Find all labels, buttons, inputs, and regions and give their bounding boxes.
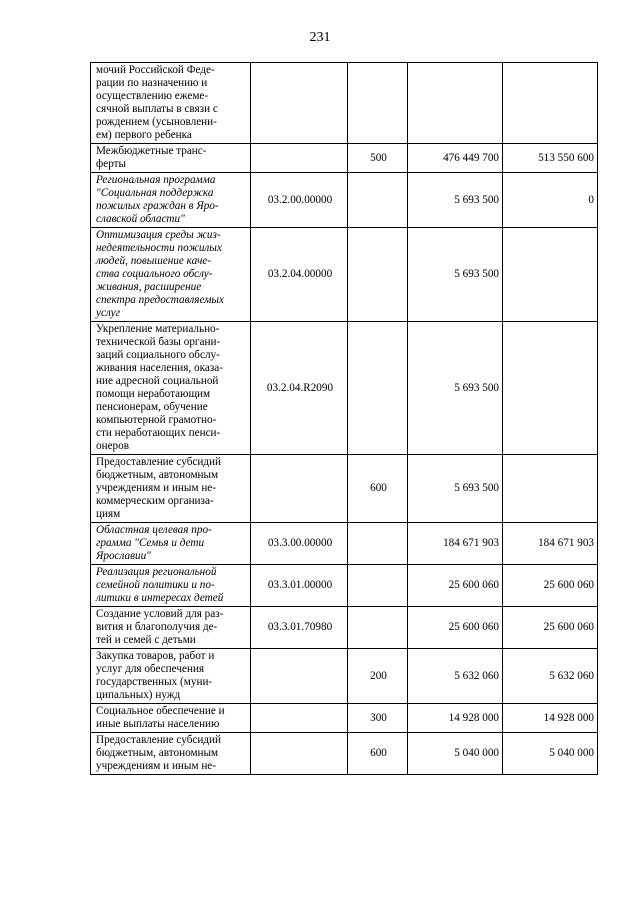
row-amount-year2-text: 5 040 000	[549, 747, 594, 759]
row-amount-year2-cell	[503, 649, 598, 704]
row-code-cell	[251, 704, 348, 733]
row-amount-year2-text: 0	[588, 193, 594, 206]
row-expense-type-cell	[348, 733, 408, 775]
row-name-text: Закупка товаров, работ и услуг для обеспечения государственных (муни- ципальных) нужд	[96, 650, 215, 701]
row-code-text: 03.3.01.70980	[267, 621, 333, 633]
table-row	[91, 144, 598, 173]
row-amount-year1-text: 5 632 060	[454, 669, 499, 682]
table-row	[91, 704, 598, 733]
row-code-cell	[251, 649, 348, 704]
row-amount-year1-cell	[408, 649, 503, 704]
row-name-text: Межбюджетные транс- ферты	[96, 145, 207, 170]
row-expense-type-cell	[348, 523, 408, 565]
table-row	[91, 173, 598, 228]
row-expense-type-cell	[348, 565, 408, 607]
row-expense-type-cell	[348, 144, 408, 173]
row-name-text: Региональная программа "Социальная поддержка пожилых граждан в Яро- славской области"	[96, 174, 219, 225]
row-code-cell	[251, 173, 348, 228]
row-expense-type-text: 600	[370, 482, 387, 494]
row-amount-year2-cell	[503, 523, 598, 565]
row-name-cell	[91, 649, 251, 704]
row-expense-type-cell	[348, 704, 408, 733]
table-row	[91, 228, 598, 322]
row-amount-year1-text: 5 040 000	[454, 747, 499, 759]
row-expense-type-cell	[348, 455, 408, 523]
row-code-cell	[251, 63, 348, 144]
row-code-text: 03.2.00.00000	[267, 193, 333, 206]
row-name-cell	[91, 607, 251, 649]
row-amount-year1-cell	[408, 63, 503, 144]
row-code-cell	[251, 565, 348, 607]
row-code-cell	[251, 322, 348, 455]
row-amount-year2-cell	[503, 565, 598, 607]
row-name-cell	[91, 455, 251, 523]
table-row	[91, 649, 598, 704]
table-row	[91, 565, 598, 607]
table-row	[91, 322, 598, 455]
row-code-cell	[251, 523, 348, 565]
row-amount-year2-cell	[503, 733, 598, 775]
row-amount-year1-cell	[408, 173, 503, 228]
row-amount-year2-text: 25 600 060	[543, 621, 594, 633]
row-name-text: Укрепление материально- технической базы органи- заций социального обслу- живания населения, оказа- ние адресной социальной помощи неработающим пенсионерам, обучение компьютерной грамотно- сти неработающих пенси- онеров	[96, 323, 223, 452]
row-amount-year1-cell	[408, 733, 503, 775]
row-amount-year2-text: 5 632 060	[549, 669, 594, 682]
row-name-text: мочий Российской Феде- рации по назначению и осуществлению ежеме- сячной выплаты в связи с рождением (усыновлени- ем) первого ребенка	[96, 64, 218, 141]
row-amount-year1-text: 5 693 500	[454, 482, 499, 494]
row-amount-year2-text: 14 928 000	[543, 711, 594, 724]
budget-table	[90, 62, 598, 775]
row-name-cell	[91, 523, 251, 565]
row-code-cell	[251, 228, 348, 322]
row-expense-type-cell	[348, 607, 408, 649]
row-amount-year1-cell	[408, 704, 503, 733]
row-code-cell	[251, 733, 348, 775]
table-row	[91, 455, 598, 523]
row-expense-type-text: 600	[370, 747, 387, 759]
row-code-text: 03.3.00.00000	[267, 537, 333, 549]
row-expense-type-cell	[348, 173, 408, 228]
row-name-text: Оптимизация среды жиз- недеятельности пожилых людей, повышение каче- ства социального обслу- живания, расширение спектра предоставляемых услуг	[96, 229, 224, 319]
row-amount-year2-cell	[503, 704, 598, 733]
row-amount-year2-cell	[503, 607, 598, 649]
row-amount-year1-cell	[408, 565, 503, 607]
row-amount-year1-text: 476 449 700	[443, 151, 499, 164]
row-name-text: Социальное обеспечение и иные выплаты населению	[96, 705, 225, 730]
row-code-cell	[251, 607, 348, 649]
row-amount-year1-text: 14 928 000	[448, 711, 499, 724]
row-amount-year2-cell	[503, 173, 598, 228]
row-code-cell	[251, 144, 348, 173]
row-amount-year1-cell	[408, 607, 503, 649]
row-name-cell	[91, 322, 251, 455]
row-name-text: Предоставление субсидий бюджетным, автономным учреждениям и иным не-	[96, 734, 222, 772]
row-amount-year1-text: 5 693 500	[454, 193, 499, 206]
row-code-text: 03.2.04.00000	[267, 268, 333, 280]
row-expense-type-cell	[348, 649, 408, 704]
row-expense-type-text: 200	[370, 669, 387, 682]
row-name-cell	[91, 565, 251, 607]
row-amount-year1-cell	[408, 322, 503, 455]
row-expense-type-cell	[348, 63, 408, 144]
row-name-text: Создание условий для раз- вития и благополучия де- тей и семей с детьми	[96, 608, 224, 646]
row-amount-year1-text: 184 671 903	[443, 537, 499, 549]
row-expense-type-cell	[348, 228, 408, 322]
row-name-text: Предоставление субсидий бюджетным, автономным учреждениям и иным не- коммерческим организа- циям	[96, 456, 222, 520]
row-amount-year2-text: 25 600 060	[543, 579, 594, 591]
row-amount-year2-cell	[503, 228, 598, 322]
row-amount-year2-text: 184 671 903	[538, 537, 594, 549]
row-expense-type-cell	[348, 322, 408, 455]
row-amount-year1-cell	[408, 144, 503, 173]
row-code-text: 03.3.01.00000	[267, 579, 333, 591]
row-amount-year1-text: 25 600 060	[448, 579, 499, 591]
row-amount-year2-text: 513 550 600	[538, 151, 594, 164]
row-amount-year1-text: 25 600 060	[448, 621, 499, 633]
row-code-text: 03.2.04.R2090	[266, 381, 334, 394]
row-name-cell	[91, 704, 251, 733]
table-row	[91, 63, 598, 144]
budget-table-body	[91, 63, 598, 775]
row-name-text: Областная целевая про- грамма "Семья и дети Ярославии"	[96, 524, 212, 562]
table-row	[91, 607, 598, 649]
row-name-cell	[91, 144, 251, 173]
row-amount-year2-cell	[503, 322, 598, 455]
row-amount-year2-cell	[503, 63, 598, 144]
row-amount-year1-cell	[408, 455, 503, 523]
page-number: 231	[309, 30, 331, 45]
row-amount-year2-cell	[503, 455, 598, 523]
row-amount-year1-text: 5 693 500	[454, 381, 499, 394]
row-expense-type-text: 500	[370, 151, 387, 164]
row-name-cell	[91, 173, 251, 228]
row-amount-year2-cell	[503, 144, 598, 173]
row-code-cell	[251, 455, 348, 523]
table-row	[91, 523, 598, 565]
row-amount-year1-cell	[408, 228, 503, 322]
row-name-cell	[91, 228, 251, 322]
row-expense-type-text: 300	[370, 711, 387, 724]
row-amount-year1-cell	[408, 523, 503, 565]
table-row	[91, 733, 598, 775]
row-amount-year1-text: 5 693 500	[454, 268, 499, 280]
row-name-text: Реализация региональной семейной политики и по- литики в интересах детей	[96, 566, 224, 604]
row-name-cell	[91, 63, 251, 144]
row-name-cell	[91, 733, 251, 775]
